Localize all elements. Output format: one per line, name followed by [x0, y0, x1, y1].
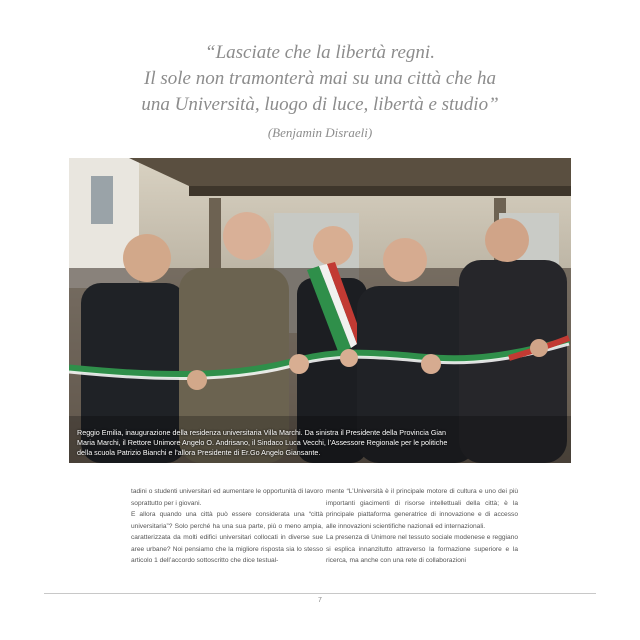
quote-line-1: “Lasciate che la libertà regni.	[205, 42, 435, 63]
text-column-right	[326, 486, 518, 567]
left-paragraph-1: tadini o studenti universitari ed aumentare le opportunità di lavoro soprattutto per i giovani.	[131, 488, 323, 507]
photo-caption	[77, 428, 557, 458]
caption-line-1: Reggio Emilia, inaugurazione della residenza universitaria Villa Marchi. Da sinistra il Presidente della Provincia Gian	[77, 428, 447, 437]
caption-line-3: della scuola Patrizio Bianchi e l’allora Presidente di Er.Go Angelo Giansante.	[77, 448, 321, 457]
right-paragraph-1: mente “L’Università è il principale motore di cultura e uno dei più importanti giacimenti di risorse intellettuali della città; è la principale piattaforma generatrice di innovazione e di accesso alle innovazioni scientifiche nazionali ed internazionali.	[326, 488, 518, 530]
photo-illustration	[69, 158, 571, 463]
right-paragraph-2: La presenza di Unimore nel tessuto sociale modenese e reggiano si esplica innanzitutto attraverso la formazione superiore e la ricerca, ma anche con una rete di collaborazioni	[326, 534, 518, 564]
ribbon-cutting-photo	[69, 158, 571, 463]
quote-line-3: una Università, luogo di luce, libertà e studio”	[141, 94, 499, 115]
footer-divider	[44, 593, 596, 594]
quote-line-2: Il sole non tramonterà mai su una città che ha	[144, 68, 496, 89]
epigraph-quote	[60, 40, 580, 142]
quote-author: (Benjamin Disraeli)	[267, 125, 373, 140]
left-paragraph-2: E allora quando una città può essere considerata una “città universitaria”? Solo perché ha una sua parte, più o meno ampia, caratterizzata da molti edifici universitari collocati in diverse sue aree urbane? Noi pensiamo che la migliore risposta sia lo stesso articolo 1 dell’accordo sottoscritto che dice testual-	[131, 511, 323, 564]
text-column-left	[131, 486, 323, 567]
caption-line-2: Maria Marchi, il Rettore Unimore Angelo O. Andrisano, il Sindaco Luca Vecchi, l’Assessore Regionale per le politiche	[77, 438, 448, 447]
page-number: 7	[318, 597, 322, 604]
